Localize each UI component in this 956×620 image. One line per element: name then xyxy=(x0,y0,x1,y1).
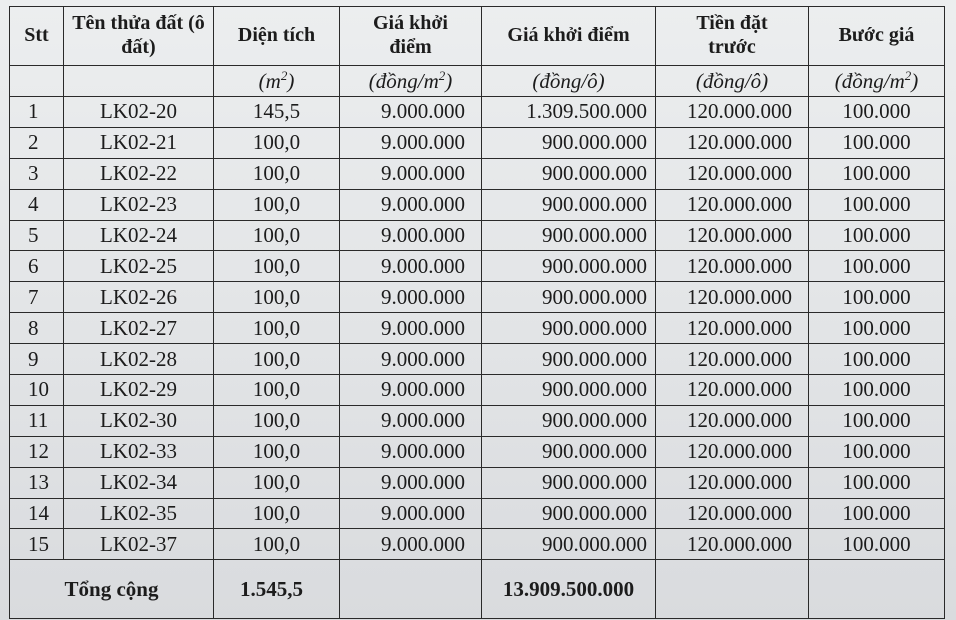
unit-lot-name xyxy=(64,66,214,97)
cell-area: 100,0 xyxy=(214,251,340,282)
cell-price-step: 100.000 xyxy=(809,251,945,282)
cell-lot-price: 900.000.000 xyxy=(482,282,656,313)
cell-deposit: 120.000.000 xyxy=(656,282,809,313)
cell-stt: 15 xyxy=(10,529,64,560)
cell-price-step: 100.000 xyxy=(809,375,945,406)
cell-price-step: 100.000 xyxy=(809,467,945,498)
cell-stt: 14 xyxy=(10,498,64,529)
cell-area: 100,0 xyxy=(214,467,340,498)
header-deposit: Tiền đặt trước xyxy=(656,7,809,66)
cell-lot-name: LK02-27 xyxy=(64,313,214,344)
cell-area: 100,0 xyxy=(214,436,340,467)
unit-stt xyxy=(10,66,64,97)
total-lot-price: 13.909.500.000 xyxy=(482,560,656,619)
cell-lot-name: LK02-30 xyxy=(64,405,214,436)
table-row xyxy=(10,158,945,189)
cell-price-step: 100.000 xyxy=(809,220,945,251)
cell-price-step: 100.000 xyxy=(809,127,945,158)
cell-unit-price: 9.000.000 xyxy=(340,220,482,251)
table-row xyxy=(10,189,945,220)
header-unit-price: Giá khởi điểm xyxy=(340,7,482,66)
cell-lot-name: LK02-21 xyxy=(64,127,214,158)
total-unit-price-empty xyxy=(340,560,482,619)
cell-deposit: 120.000.000 xyxy=(656,158,809,189)
cell-area: 100,0 xyxy=(214,127,340,158)
cell-lot-price: 900.000.000 xyxy=(482,436,656,467)
cell-deposit: 120.000.000 xyxy=(656,220,809,251)
cell-lot-name: LK02-35 xyxy=(64,498,214,529)
table-row xyxy=(10,220,945,251)
table-row xyxy=(10,436,945,467)
cell-lot-name: LK02-25 xyxy=(64,251,214,282)
cell-area: 100,0 xyxy=(214,189,340,220)
table-body xyxy=(10,97,945,560)
cell-unit-price: 9.000.000 xyxy=(340,282,482,313)
unit-lot-price: (đồng/ô) xyxy=(482,66,656,97)
table-row xyxy=(10,344,945,375)
table-row xyxy=(10,405,945,436)
cell-area: 100,0 xyxy=(214,158,340,189)
cell-area: 100,0 xyxy=(214,405,340,436)
cell-unit-price: 9.000.000 xyxy=(340,498,482,529)
cell-lot-price: 900.000.000 xyxy=(482,467,656,498)
header-stt: Stt xyxy=(10,7,64,66)
cell-deposit: 120.000.000 xyxy=(656,375,809,406)
cell-unit-price: 9.000.000 xyxy=(340,529,482,560)
cell-deposit: 120.000.000 xyxy=(656,97,809,128)
land-lot-table xyxy=(9,6,945,619)
cell-unit-price: 9.000.000 xyxy=(340,313,482,344)
table-row xyxy=(10,251,945,282)
cell-lot-price: 900.000.000 xyxy=(482,251,656,282)
cell-lot-name: LK02-26 xyxy=(64,282,214,313)
cell-deposit: 120.000.000 xyxy=(656,467,809,498)
cell-lot-name: LK02-29 xyxy=(64,375,214,406)
cell-area: 100,0 xyxy=(214,529,340,560)
cell-unit-price: 9.000.000 xyxy=(340,97,482,128)
cell-lot-name: LK02-24 xyxy=(64,220,214,251)
cell-lot-name: LK02-37 xyxy=(64,529,214,560)
table-row xyxy=(10,529,945,560)
cell-deposit: 120.000.000 xyxy=(656,127,809,158)
cell-area: 145,5 xyxy=(214,97,340,128)
cell-unit-price: 9.000.000 xyxy=(340,436,482,467)
unit-unit-price: $(đồng/m^2)$ xyxy=(340,66,482,97)
cell-deposit: 120.000.000 xyxy=(656,498,809,529)
cell-lot-price: 900.000.000 xyxy=(482,220,656,251)
unit-price-step: $(đồng/m^2)$ xyxy=(809,66,945,97)
cell-lot-name: LK02-23 xyxy=(64,189,214,220)
cell-unit-price: 9.000.000 xyxy=(340,375,482,406)
table-row xyxy=(10,498,945,529)
cell-price-step: 100.000 xyxy=(809,529,945,560)
cell-unit-price: 9.000.000 xyxy=(340,405,482,436)
cell-price-step: 100.000 xyxy=(809,97,945,128)
table-header xyxy=(10,7,945,97)
cell-lot-price: 900.000.000 xyxy=(482,127,656,158)
cell-lot-price: 900.000.000 xyxy=(482,375,656,406)
total-deposit-empty xyxy=(656,560,809,619)
cell-stt: 2 xyxy=(10,127,64,158)
cell-stt: 4 xyxy=(10,189,64,220)
units-row xyxy=(10,66,945,97)
header-lot-price: Giá khởi điểm xyxy=(482,7,656,66)
cell-price-step: 100.000 xyxy=(809,189,945,220)
cell-deposit: 120.000.000 xyxy=(656,529,809,560)
cell-deposit: 120.000.000 xyxy=(656,436,809,467)
cell-lot-name: LK02-20 xyxy=(64,97,214,128)
cell-lot-price: 900.000.000 xyxy=(482,529,656,560)
cell-area: 100,0 xyxy=(214,498,340,529)
cell-unit-price: 9.000.000 xyxy=(340,467,482,498)
cell-stt: 13 xyxy=(10,467,64,498)
cell-area: 100,0 xyxy=(214,313,340,344)
cell-unit-price: 9.000.000 xyxy=(340,251,482,282)
cell-price-step: 100.000 xyxy=(809,344,945,375)
cell-stt: 8 xyxy=(10,313,64,344)
cell-deposit: 120.000.000 xyxy=(656,251,809,282)
cell-lot-name: LK02-34 xyxy=(64,467,214,498)
cell-lot-price: 900.000.000 xyxy=(482,158,656,189)
cell-deposit: 120.000.000 xyxy=(656,405,809,436)
table-row xyxy=(10,313,945,344)
header-row xyxy=(10,7,945,66)
table-row xyxy=(10,375,945,406)
cell-lot-price: 900.000.000 xyxy=(482,313,656,344)
cell-price-step: 100.000 xyxy=(809,405,945,436)
cell-lot-price: 900.000.000 xyxy=(482,405,656,436)
header-area: Diện tích xyxy=(214,7,340,66)
table-row xyxy=(10,467,945,498)
unit-deposit: (đồng/ô) xyxy=(656,66,809,97)
total-label: Tổng cộng xyxy=(10,560,214,619)
cell-stt: 12 xyxy=(10,436,64,467)
cell-area: 100,0 xyxy=(214,282,340,313)
header-price-step: Bước giá xyxy=(809,7,945,66)
total-step-empty xyxy=(809,560,945,619)
cell-price-step: 100.000 xyxy=(809,313,945,344)
cell-stt: 1 xyxy=(10,97,64,128)
cell-lot-name: LK02-22 xyxy=(64,158,214,189)
cell-stt: 6 xyxy=(10,251,64,282)
cell-lot-price: 900.000.000 xyxy=(482,189,656,220)
cell-stt: 10 xyxy=(10,375,64,406)
unit-area: $(m^2)$ xyxy=(214,66,340,97)
table-row xyxy=(10,282,945,313)
cell-deposit: 120.000.000 xyxy=(656,189,809,220)
cell-unit-price: 9.000.000 xyxy=(340,127,482,158)
table-row xyxy=(10,97,945,128)
cell-price-step: 100.000 xyxy=(809,436,945,467)
cell-lot-name: LK02-33 xyxy=(64,436,214,467)
cell-area: 100,0 xyxy=(214,375,340,406)
cell-stt: 11 xyxy=(10,405,64,436)
cell-price-step: 100.000 xyxy=(809,498,945,529)
cell-lot-price: 900.000.000 xyxy=(482,498,656,529)
total-row xyxy=(10,560,945,619)
cell-unit-price: 9.000.000 xyxy=(340,344,482,375)
table-footer xyxy=(10,560,945,619)
cell-stt: 7 xyxy=(10,282,64,313)
cell-price-step: 100.000 xyxy=(809,158,945,189)
cell-lot-price: 900.000.000 xyxy=(482,344,656,375)
cell-unit-price: 9.000.000 xyxy=(340,189,482,220)
cell-price-step: 100.000 xyxy=(809,282,945,313)
cell-lot-price: 1.309.500.000 xyxy=(482,97,656,128)
cell-area: 100,0 xyxy=(214,220,340,251)
cell-deposit: 120.000.000 xyxy=(656,344,809,375)
cell-unit-price: 9.000.000 xyxy=(340,158,482,189)
cell-deposit: 120.000.000 xyxy=(656,313,809,344)
cell-stt: 3 xyxy=(10,158,64,189)
cell-area: 100,0 xyxy=(214,344,340,375)
table-row xyxy=(10,127,945,158)
header-lot-name: Tên thửa đất (ô đất) xyxy=(64,7,214,66)
cell-stt: 9 xyxy=(10,344,64,375)
cell-stt: 5 xyxy=(10,220,64,251)
cell-lot-name: LK02-28 xyxy=(64,344,214,375)
total-area: 1.545,5 xyxy=(214,560,340,619)
